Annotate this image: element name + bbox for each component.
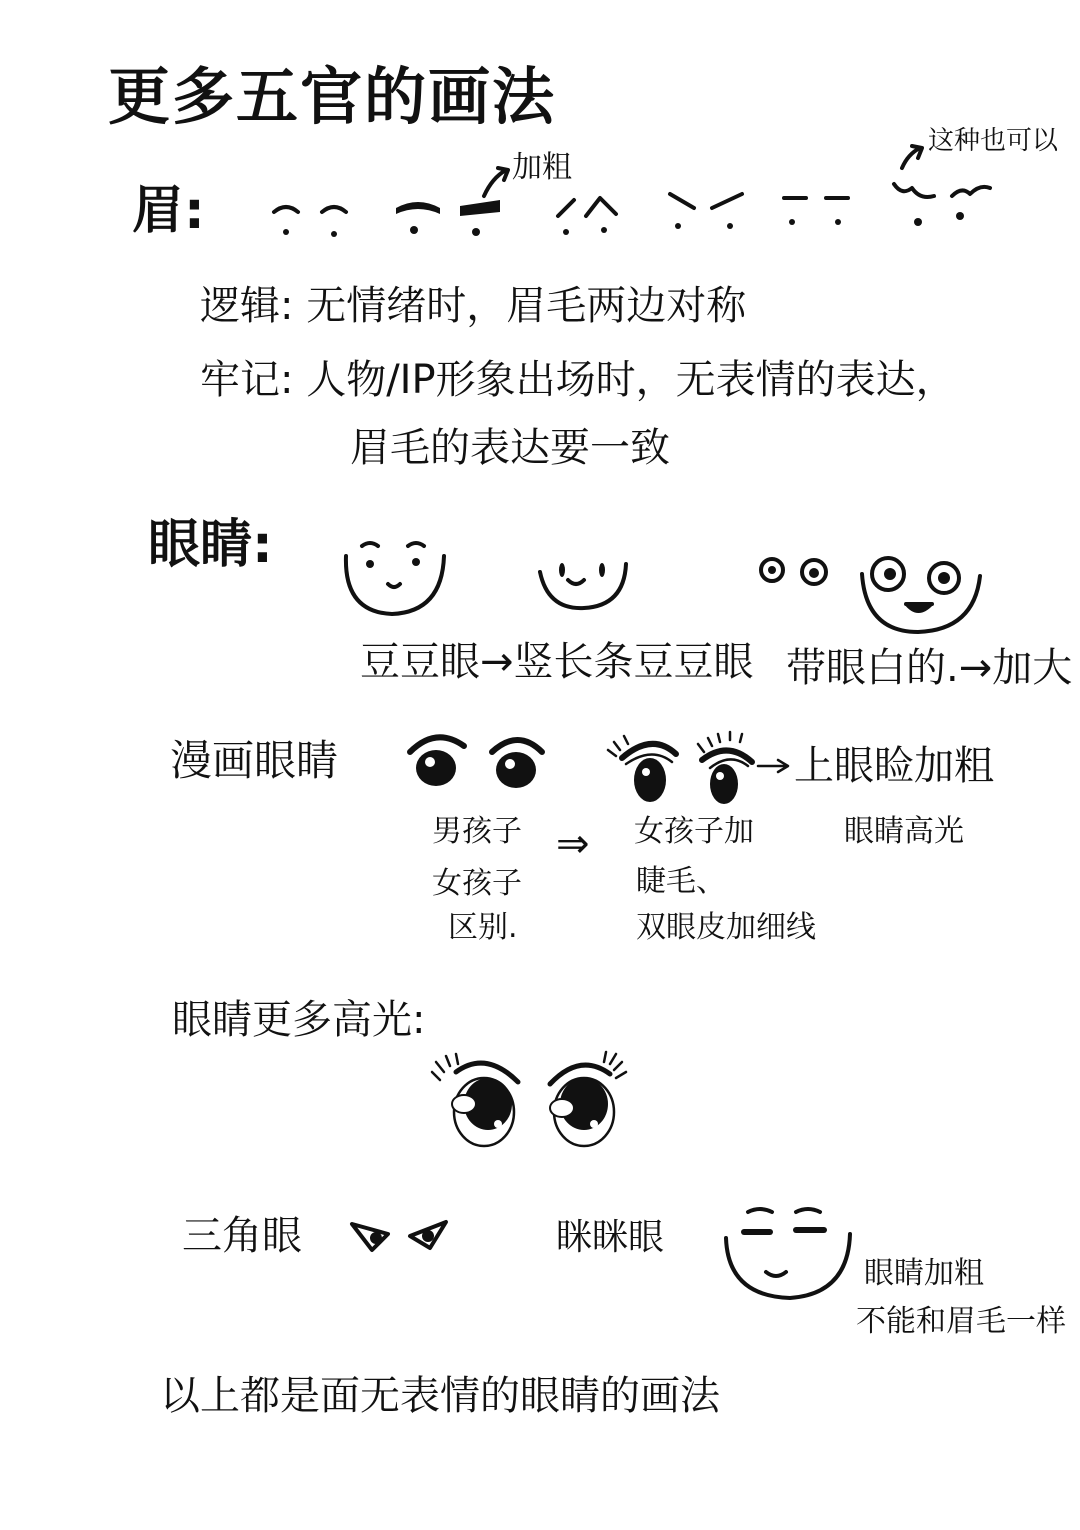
boy-girl-line-1: 男孩子 [432,814,522,849]
bean-eye-caption: 豆豆眼→竖长条豆豆眼 [360,639,754,685]
white-eye-caption: 带眼白的.→加大 [786,645,1073,691]
boy-girl-line-3: 区别. [448,910,518,945]
manga-eyes-label: 漫画眼睛 [170,736,339,785]
page-title: 更多五官的画法 [108,60,557,133]
bold-note: 加粗 [512,150,572,185]
squint-note-line-1: 眼睛加粗 [864,1256,984,1291]
upper-lid-note: 上眼睑加粗 [794,743,994,789]
girl-add-line-2: 睫毛、 [636,864,726,899]
girl-add-line-1: 女孩子加 [634,814,754,849]
brow-remember-line-2: 眉毛的表达要一致 [350,425,670,471]
eyes-heading: 眼睛: [148,515,273,575]
implies-arrow: ⇒ [556,821,590,867]
also-ok-note: 这种也可以 [928,126,1059,156]
girl-add-line-3: 双眼皮加细线 [636,910,816,945]
brow-remember-line-1: 牢记: 人物/IP形象出场时，无表情的表达， [200,357,956,403]
squint-note-line-2: 不能和眉毛一样 [856,1304,1066,1339]
brow-heading: 眉: [132,181,205,241]
squint-eyes-label: 眯眯眼 [556,1217,665,1258]
more-highlights-label: 眼睛更多高光: [172,997,426,1043]
eye-highlight-note: 眼睛高光 [844,814,964,849]
brow-logic-text: 逻辑: 无情绪时，眉毛两边对称 [200,283,747,329]
footer-note: 以上都是面无表情的眼睛的画法 [160,1373,720,1419]
triangle-eyes-label: 三角眼 [182,1213,302,1259]
boy-girl-line-2: 女孩子 [432,866,522,901]
